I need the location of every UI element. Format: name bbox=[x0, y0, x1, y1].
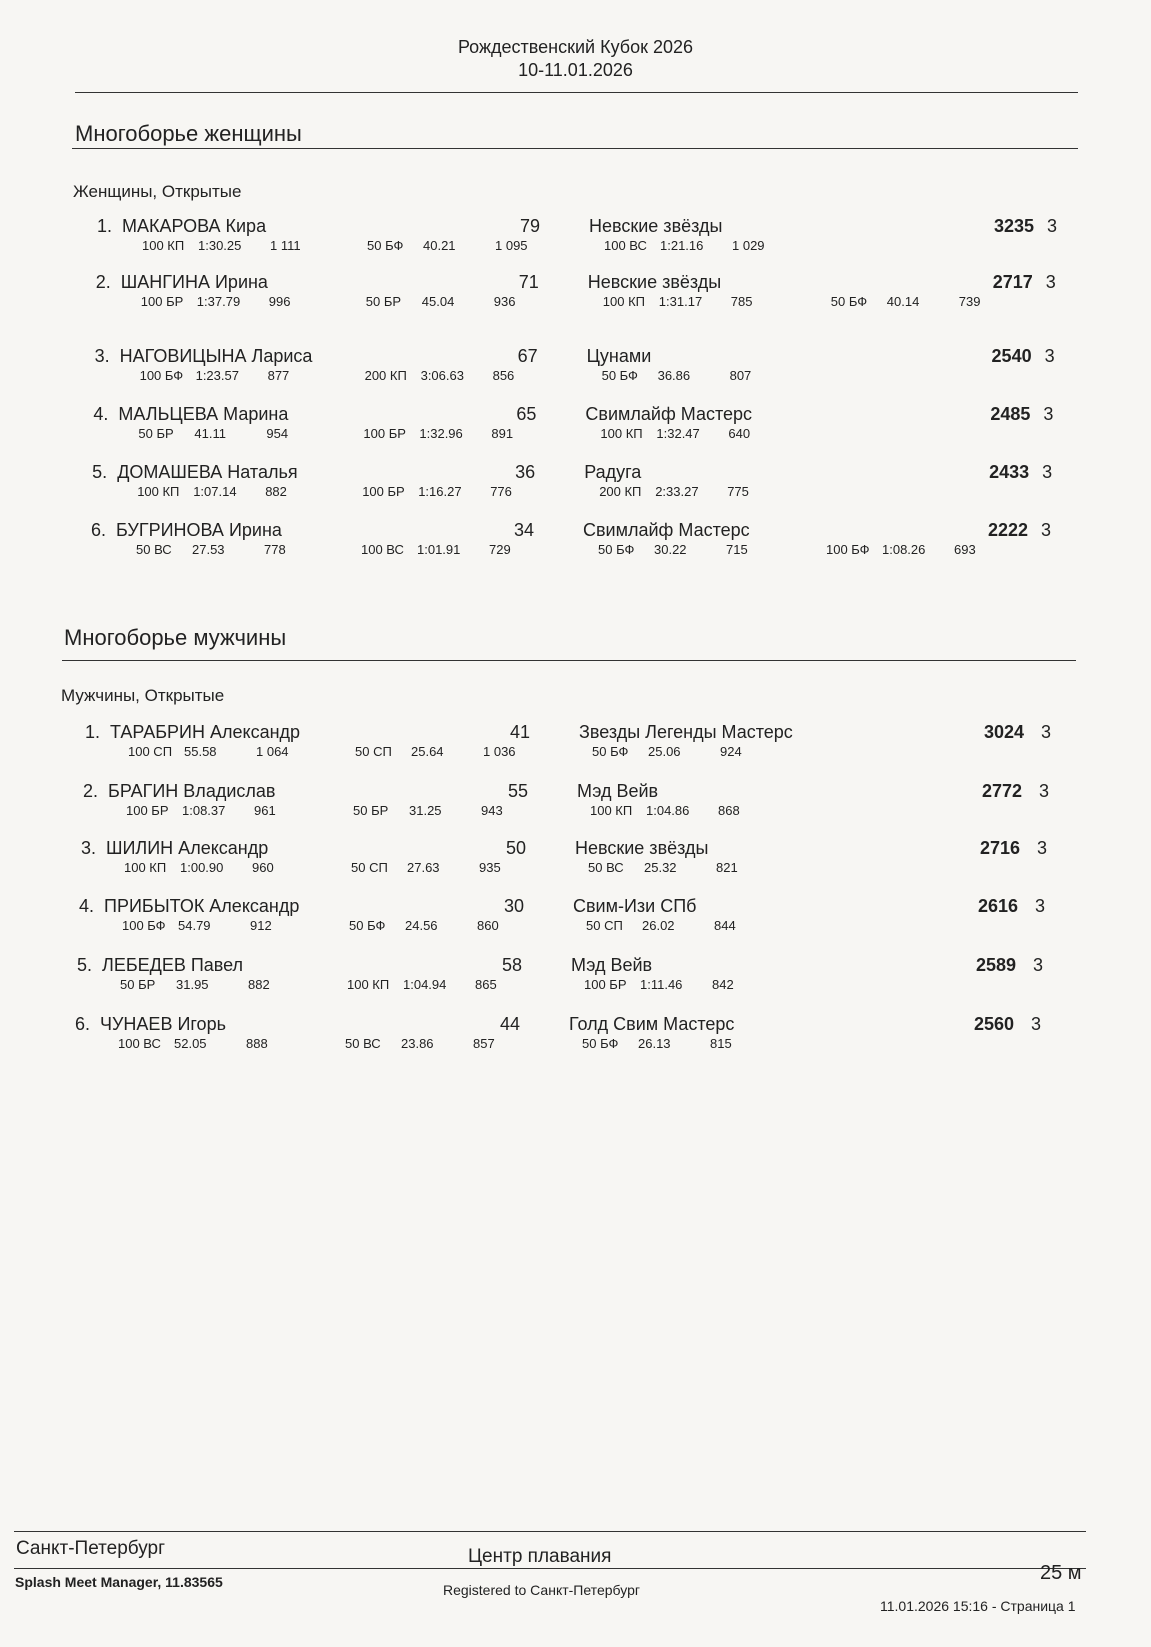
split-points: 936 bbox=[493, 294, 516, 309]
split-time: 3:06.63 bbox=[420, 368, 464, 383]
total-points: 3235 bbox=[993, 216, 1034, 236]
split-time: 31.25 bbox=[409, 803, 442, 818]
split-points: 775 bbox=[727, 484, 749, 499]
club-name: Голд Свим Мастерс bbox=[569, 1014, 735, 1034]
section-divider-men bbox=[62, 660, 1076, 661]
total-points: 2560 bbox=[973, 1014, 1014, 1034]
athlete-name: БУГРИНОВА Ирина bbox=[116, 520, 282, 540]
split-distance: 50 ВС bbox=[136, 542, 172, 557]
split-points: 1 095 bbox=[495, 238, 528, 253]
events-count: 3 bbox=[1036, 838, 1047, 858]
total-points: 2716 bbox=[979, 838, 1020, 858]
athlete-name: ШИЛИН Александр bbox=[106, 838, 269, 858]
split-points: 857 bbox=[473, 1036, 495, 1051]
split-time: 45.04 bbox=[421, 294, 455, 309]
result-row bbox=[72, 955, 1052, 1009]
footer-venue: Центр плавания bbox=[468, 1546, 612, 1567]
athlete-name: НАГОВИЦЫНА Лариса bbox=[119, 346, 313, 366]
split-distance: 100 БР bbox=[362, 484, 405, 499]
split-time: 40.21 bbox=[423, 238, 456, 253]
split-points: 924 bbox=[720, 744, 742, 759]
split-distance: 100 ВС bbox=[118, 1036, 161, 1051]
events-count: 3 bbox=[1040, 722, 1051, 742]
events-count: 3 bbox=[1045, 272, 1056, 292]
split-time: 1:21.16 bbox=[660, 238, 704, 253]
athlete-name: ЛЕБЕДЕВ Павел bbox=[102, 955, 244, 975]
split-distance: 50 БФ bbox=[830, 294, 868, 309]
events-count: 3 bbox=[1040, 520, 1051, 540]
split-time: 41.11 bbox=[194, 426, 226, 441]
club-name: Радуга bbox=[584, 462, 642, 482]
athlete-age: 58 bbox=[501, 955, 522, 975]
split-points: 844 bbox=[714, 918, 736, 933]
split-time: 1:04.86 bbox=[646, 803, 690, 818]
athlete-name: МАКАРОВА Кира bbox=[122, 216, 267, 236]
split-time: 1:32.47 bbox=[656, 426, 700, 441]
club-name: Невские звёзды bbox=[587, 272, 722, 292]
split-distance: 50 СП bbox=[586, 918, 623, 933]
split-distance: 50 СП bbox=[355, 744, 392, 759]
section-divider-women bbox=[72, 148, 1078, 149]
footer-pool-length: 25 м bbox=[1040, 1562, 1082, 1584]
events-count: 3 bbox=[1043, 404, 1054, 424]
split-time: 30.22 bbox=[654, 542, 687, 557]
split-distance: 50 БФ bbox=[349, 918, 386, 933]
athlete-age: 34 bbox=[513, 520, 534, 540]
total-points: 2540 bbox=[991, 346, 1032, 366]
split-points: 943 bbox=[481, 803, 503, 818]
result-row bbox=[70, 1014, 1050, 1068]
split-time: 1:08.26 bbox=[882, 542, 926, 557]
athlete-age: 71 bbox=[518, 272, 539, 292]
split-points: 860 bbox=[477, 918, 499, 933]
athlete-age: 79 bbox=[519, 216, 540, 236]
club-name: Цунами bbox=[586, 346, 652, 366]
events-count: 3 bbox=[1030, 1014, 1041, 1034]
group-title-women: Женщины, Открытые bbox=[73, 182, 242, 201]
split-distance: 50 БФ bbox=[592, 744, 629, 759]
split-distance: 50 БФ bbox=[601, 368, 638, 383]
split-distance: 100 БР bbox=[363, 426, 406, 441]
athlete-age: 55 bbox=[507, 781, 528, 801]
split-distance: 100 БР bbox=[584, 977, 627, 992]
split-time: 55.58 bbox=[184, 744, 217, 759]
split-distance: 50 БФ bbox=[598, 542, 635, 557]
split-points: 1 064 bbox=[256, 744, 289, 759]
split-points: 821 bbox=[716, 860, 738, 875]
split-distance: 100 ВС bbox=[604, 238, 647, 253]
split-time: 26.13 bbox=[638, 1036, 671, 1051]
split-time: 1:00.90 bbox=[180, 860, 224, 875]
split-time: 54.79 bbox=[178, 918, 211, 933]
result-row bbox=[74, 896, 1054, 950]
result-row bbox=[92, 216, 1072, 270]
split-distance: 50 БР bbox=[138, 426, 174, 441]
split-points: 739 bbox=[958, 294, 981, 309]
split-points: 776 bbox=[490, 484, 512, 499]
total-points: 2222 bbox=[987, 520, 1028, 540]
split-points: 807 bbox=[729, 368, 752, 383]
total-points: 2616 bbox=[977, 896, 1018, 916]
meet-title: Рождественский Кубок 2026 bbox=[457, 37, 694, 57]
split-points: 856 bbox=[492, 368, 515, 383]
place-number: 6. bbox=[90, 520, 106, 540]
split-distance: 200 КП bbox=[599, 484, 642, 499]
split-points: 877 bbox=[267, 368, 290, 383]
split-distance: 100 КП bbox=[142, 238, 185, 253]
split-time: 1:07.14 bbox=[193, 484, 237, 499]
place-number: 1. bbox=[96, 216, 112, 236]
split-time: 1:32.96 bbox=[419, 426, 463, 441]
total-points: 2717 bbox=[992, 272, 1033, 292]
footer-registered: Registered to Санкт-Петербург bbox=[443, 1582, 640, 1598]
result-row bbox=[91, 272, 1071, 326]
result-row bbox=[80, 722, 1060, 776]
split-distance: 100 КП bbox=[602, 294, 646, 309]
split-distance: 50 БР bbox=[120, 977, 156, 992]
split-distance: 50 ВС bbox=[588, 860, 624, 875]
club-name: Звезды Легенды Мастерс bbox=[579, 722, 793, 742]
split-time: 1:01.91 bbox=[417, 542, 461, 557]
split-points: 640 bbox=[728, 426, 751, 441]
group-title-men: Мужчины, Открытые bbox=[61, 686, 225, 705]
split-distance: 100 КП bbox=[347, 977, 390, 992]
place-number: 3. bbox=[80, 838, 96, 858]
athlete-name: ЧУНАЕВ Игорь bbox=[100, 1014, 226, 1034]
place-number: 2. bbox=[82, 781, 98, 801]
split-time: 40.14 bbox=[886, 294, 920, 309]
total-points: 2589 bbox=[975, 955, 1016, 975]
split-time: 27.63 bbox=[407, 860, 440, 875]
split-time: 25.64 bbox=[411, 744, 444, 759]
events-count: 3 bbox=[1044, 346, 1055, 366]
split-time: 27.53 bbox=[192, 542, 225, 557]
events-count: 3 bbox=[1038, 781, 1049, 801]
split-points: 891 bbox=[491, 426, 514, 441]
split-points: 888 bbox=[246, 1036, 268, 1051]
athlete-age: 65 bbox=[516, 404, 537, 424]
split-distance: 100 БР bbox=[126, 803, 169, 818]
result-row bbox=[78, 781, 1058, 835]
split-time: 26.02 bbox=[642, 918, 675, 933]
events-count: 3 bbox=[1034, 896, 1045, 916]
athlete-age: 36 bbox=[515, 462, 536, 482]
header-divider bbox=[75, 92, 1078, 93]
club-name: Свимлайф Мастерс bbox=[585, 404, 753, 424]
split-time: 24.56 bbox=[405, 918, 438, 933]
split-time: 2:33.27 bbox=[655, 484, 699, 499]
split-points: 935 bbox=[479, 860, 501, 875]
split-points: 912 bbox=[250, 918, 272, 933]
club-name: Невские звёзды bbox=[589, 216, 723, 236]
split-time: 1:11.46 bbox=[640, 977, 683, 992]
split-points: 729 bbox=[489, 542, 511, 557]
split-time: 31.95 bbox=[176, 977, 209, 992]
place-number: 3. bbox=[94, 346, 110, 366]
split-points: 842 bbox=[712, 977, 734, 992]
split-points: 715 bbox=[726, 542, 748, 557]
meet-dates: 10-11.01.2026 bbox=[518, 60, 633, 80]
club-name: Свимлайф Мастерс bbox=[583, 520, 750, 540]
split-distance: 100 БФ bbox=[122, 918, 166, 933]
athlete-name: ШАНГИНА Ирина bbox=[120, 272, 268, 292]
total-points: 2772 bbox=[981, 781, 1022, 801]
split-points: 996 bbox=[268, 294, 291, 309]
footer-top-rule bbox=[14, 1531, 1086, 1532]
place-number: 2. bbox=[95, 272, 111, 292]
result-row bbox=[90, 346, 1070, 400]
split-distance: 100 КП bbox=[600, 426, 643, 441]
club-name: Невские звёзды bbox=[575, 838, 709, 858]
total-points: 2485 bbox=[990, 404, 1031, 424]
split-distance: 100 КП bbox=[137, 484, 180, 499]
split-points: 882 bbox=[248, 977, 270, 992]
club-name: Свим-Изи СПб bbox=[573, 896, 697, 916]
place-number: 6. bbox=[74, 1014, 90, 1034]
split-points: 954 bbox=[266, 426, 289, 441]
athlete-name: БРАГИН Владислав bbox=[108, 781, 276, 801]
place-number: 4. bbox=[78, 896, 94, 916]
split-time: 25.06 bbox=[648, 744, 681, 759]
split-points: 778 bbox=[264, 542, 286, 557]
footer-software: Splash Meet Manager, 11.83565 bbox=[15, 1574, 223, 1590]
split-points: 868 bbox=[718, 803, 740, 818]
split-time: 1:30.25 bbox=[198, 238, 242, 253]
split-distance: 50 СП bbox=[351, 860, 388, 875]
split-points: 1 111 bbox=[270, 238, 301, 253]
split-time: 1:31.17 bbox=[658, 294, 703, 309]
split-time: 23.86 bbox=[401, 1036, 434, 1051]
split-points: 785 bbox=[730, 294, 753, 309]
split-distance: 100 КП bbox=[124, 860, 167, 875]
split-time: 1:04.94 bbox=[403, 977, 447, 992]
place-number: 5. bbox=[92, 462, 108, 482]
split-distance: 200 КП bbox=[364, 368, 407, 383]
split-distance: 50 БР bbox=[365, 294, 402, 309]
result-row bbox=[86, 520, 1066, 574]
split-points: 815 bbox=[710, 1036, 732, 1051]
total-points: 3024 bbox=[983, 722, 1024, 742]
events-count: 3 bbox=[1042, 462, 1053, 482]
place-number: 4. bbox=[93, 404, 109, 424]
athlete-age: 41 bbox=[509, 722, 530, 742]
athlete-name: ДОМАШЕВА Наталья bbox=[117, 462, 298, 482]
athlete-age: 67 bbox=[517, 346, 538, 366]
split-distance: 100 БФ bbox=[139, 368, 184, 383]
split-distance: 50 БФ bbox=[367, 238, 404, 253]
split-time: 36.86 bbox=[657, 368, 691, 383]
total-points: 2433 bbox=[989, 462, 1030, 482]
athlete-age: 30 bbox=[503, 896, 524, 916]
athlete-name: ПРИБЫТОК Александр bbox=[104, 896, 300, 916]
club-name: Мэд Вейв bbox=[577, 781, 659, 801]
split-points: 882 bbox=[265, 484, 287, 499]
split-time: 1:37.79 bbox=[196, 294, 241, 309]
split-distance: 50 БР bbox=[353, 803, 389, 818]
split-distance: 50 ВС bbox=[345, 1036, 381, 1051]
events-count: 3 bbox=[1032, 955, 1043, 975]
split-distance: 100 СП bbox=[128, 744, 173, 759]
place-number: 5. bbox=[76, 955, 92, 975]
club-name: Мэд Вейв bbox=[571, 955, 653, 975]
place-number: 1. bbox=[84, 722, 100, 742]
split-time: 1:16.27 bbox=[418, 484, 462, 499]
footer-city: Санкт-Петербург bbox=[16, 1538, 166, 1559]
athlete-age: 44 bbox=[499, 1014, 520, 1034]
result-row bbox=[76, 838, 1056, 892]
split-points: 961 bbox=[254, 803, 276, 818]
split-distance: 50 БФ bbox=[582, 1036, 619, 1051]
split-points: 1 029 bbox=[732, 238, 765, 253]
split-distance: 100 БФ bbox=[826, 542, 870, 557]
split-time: 1:08.37 bbox=[182, 803, 226, 818]
events-count: 3 bbox=[1046, 216, 1057, 236]
split-time: 1:23.57 bbox=[195, 368, 239, 383]
result-row bbox=[88, 404, 1068, 458]
athlete-age: 50 bbox=[505, 838, 526, 858]
split-points: 693 bbox=[954, 542, 976, 557]
athlete-name: ТАРАБРИН Александр bbox=[110, 722, 301, 742]
split-distance: 100 ВС bbox=[361, 542, 404, 557]
section-title-men: Многоборье мужчины bbox=[64, 625, 287, 650]
split-time: 52.05 bbox=[174, 1036, 207, 1051]
split-points: 865 bbox=[475, 977, 497, 992]
split-distance: 100 БР bbox=[140, 294, 184, 309]
split-points: 1 036 bbox=[483, 744, 516, 759]
section-title-women: Многоборье женщины bbox=[75, 121, 302, 146]
footer-timestamp: 11.01.2026 15:16 - Страница 1 bbox=[880, 1598, 1076, 1614]
split-time: 25.32 bbox=[644, 860, 677, 875]
athlete-name: МАЛЬЦЕВА Марина bbox=[118, 404, 289, 424]
split-points: 960 bbox=[252, 860, 274, 875]
footer-middle-rule bbox=[14, 1568, 1086, 1569]
result-row bbox=[87, 462, 1067, 516]
split-distance: 100 КП bbox=[590, 803, 633, 818]
